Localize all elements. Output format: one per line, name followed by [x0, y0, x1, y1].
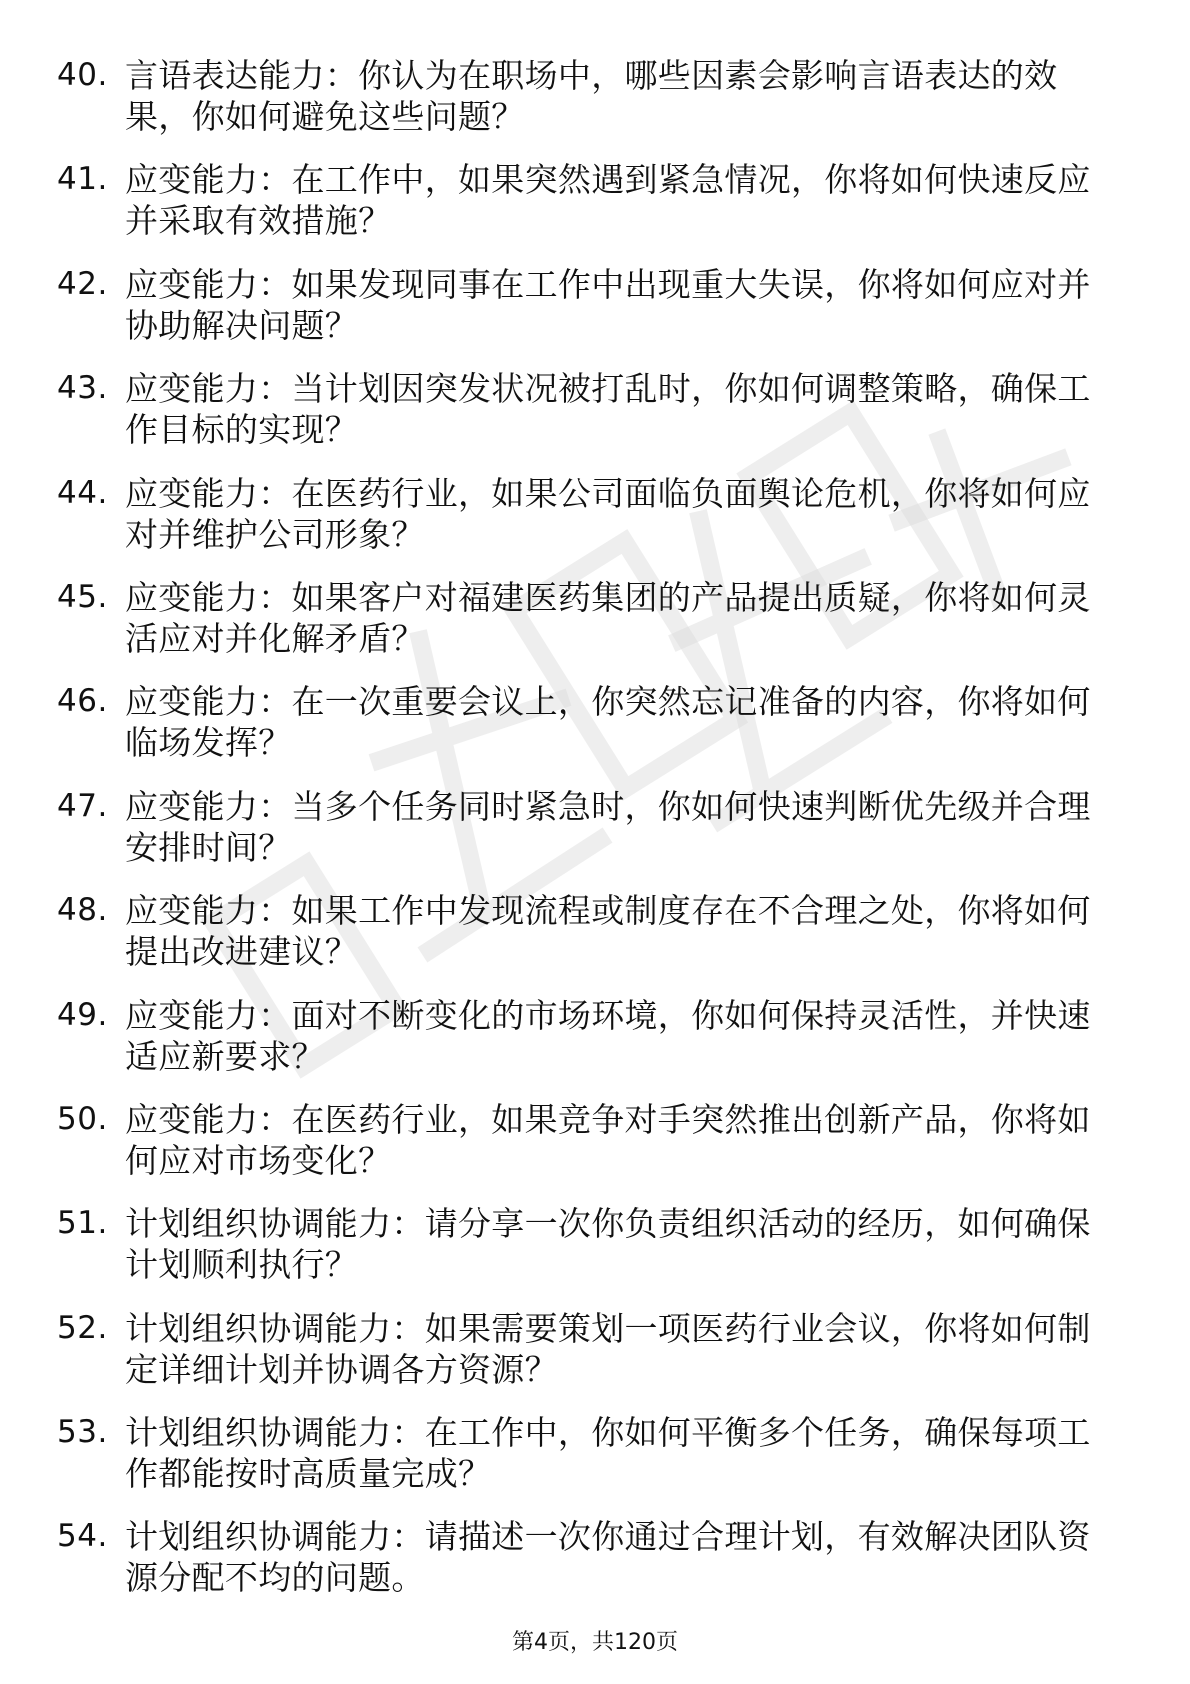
page-footer — [0, 1629, 1190, 1657]
question-text: 应变能力：如果工作中发现流程或制度存在不合理之处，你将如何提出改进建议？ — [125, 891, 1091, 972]
question-number: 52. — [57, 1309, 108, 1346]
question-number: 43. — [57, 370, 108, 407]
question-text: 计划组织协调能力：如果需要策划一项医药行业会议，你将如何制定详细计划并协调各方资源？ — [125, 1308, 1091, 1389]
list-item — [57, 368, 1137, 450]
list-item — [57, 1412, 1137, 1494]
question-number: 54. — [57, 1518, 108, 1555]
question-text: 应变能力：在一次重要会议上，你突然忘记准备的内容，你将如何临场发挥？ — [125, 682, 1091, 763]
question-number: 49. — [57, 996, 108, 1033]
list-item — [57, 1203, 1137, 1285]
question-text: 应变能力：当多个任务同时紧急时，你如何快速判断优先级并合理安排时间？ — [125, 786, 1091, 867]
page-number-label: 第4页，共120页 — [512, 1630, 678, 1655]
question-text: 计划组织协调能力：请描述一次你通过合理计划，有效解决团队资源分配不均的问题。 — [125, 1517, 1091, 1598]
list-item — [57, 264, 1137, 346]
list-item — [57, 890, 1137, 972]
list-item — [57, 1099, 1137, 1181]
list-item — [57, 1516, 1137, 1598]
list-item — [57, 55, 1137, 137]
question-list — [57, 55, 1137, 1621]
question-number: 41. — [57, 161, 108, 198]
list-item — [57, 473, 1137, 555]
question-number: 48. — [57, 892, 108, 929]
question-text: 应变能力：如果客户对福建医药集团的产品提出质疑，你将如何灵活应对并化解矛盾？ — [125, 577, 1091, 658]
question-text: 应变能力：当计划因突发状况被打乱时，你如何调整策略，确保工作目标的实现？ — [125, 369, 1091, 450]
question-text: 计划组织协调能力：请分享一次你负责组织活动的经历，如何确保计划顺利执行？ — [125, 1204, 1091, 1285]
question-number: 42. — [57, 265, 108, 302]
question-number: 40. — [57, 57, 108, 93]
list-item — [57, 159, 1137, 241]
question-number: 53. — [57, 1414, 108, 1451]
question-text: 应变能力：在医药行业，如果公司面临负面舆论危机，你将如何应对并维护公司形象？ — [125, 473, 1091, 554]
question-text: 计划组织协调能力：在工作中，你如何平衡多个任务，确保每项工作都能按时高质量完成？ — [125, 1413, 1091, 1494]
list-item — [57, 681, 1137, 763]
question-number: 50. — [57, 1100, 108, 1137]
question-text: 应变能力：在工作中，如果突然遇到紧急情况，你将如何快速反应并采取有效措施？ — [125, 160, 1091, 241]
question-text: 言语表达能力：你认为在职场中，哪些因素会影响言语表达的效果，你如何避免这些问题？ — [125, 56, 1058, 136]
question-number: 47. — [57, 787, 108, 824]
question-text: 应变能力：在医药行业，如果竞争对手突然推出创新产品，你将如何应对市场变化？ — [125, 1099, 1091, 1180]
list-item — [57, 786, 1137, 868]
question-number: 51. — [57, 1205, 108, 1242]
list-item — [57, 577, 1137, 659]
question-text: 应变能力：如果发现同事在工作中出现重大失误，你将如何应对并协助解决问题？ — [125, 264, 1091, 345]
question-number: 46. — [57, 683, 108, 720]
list-item — [57, 995, 1137, 1077]
list-item — [57, 1308, 1137, 1390]
question-number: 45. — [57, 578, 108, 615]
question-text: 应变能力：面对不断变化的市场环境，你如何保持灵活性，并快速适应新要求？ — [125, 995, 1091, 1076]
question-number: 44. — [57, 474, 108, 511]
